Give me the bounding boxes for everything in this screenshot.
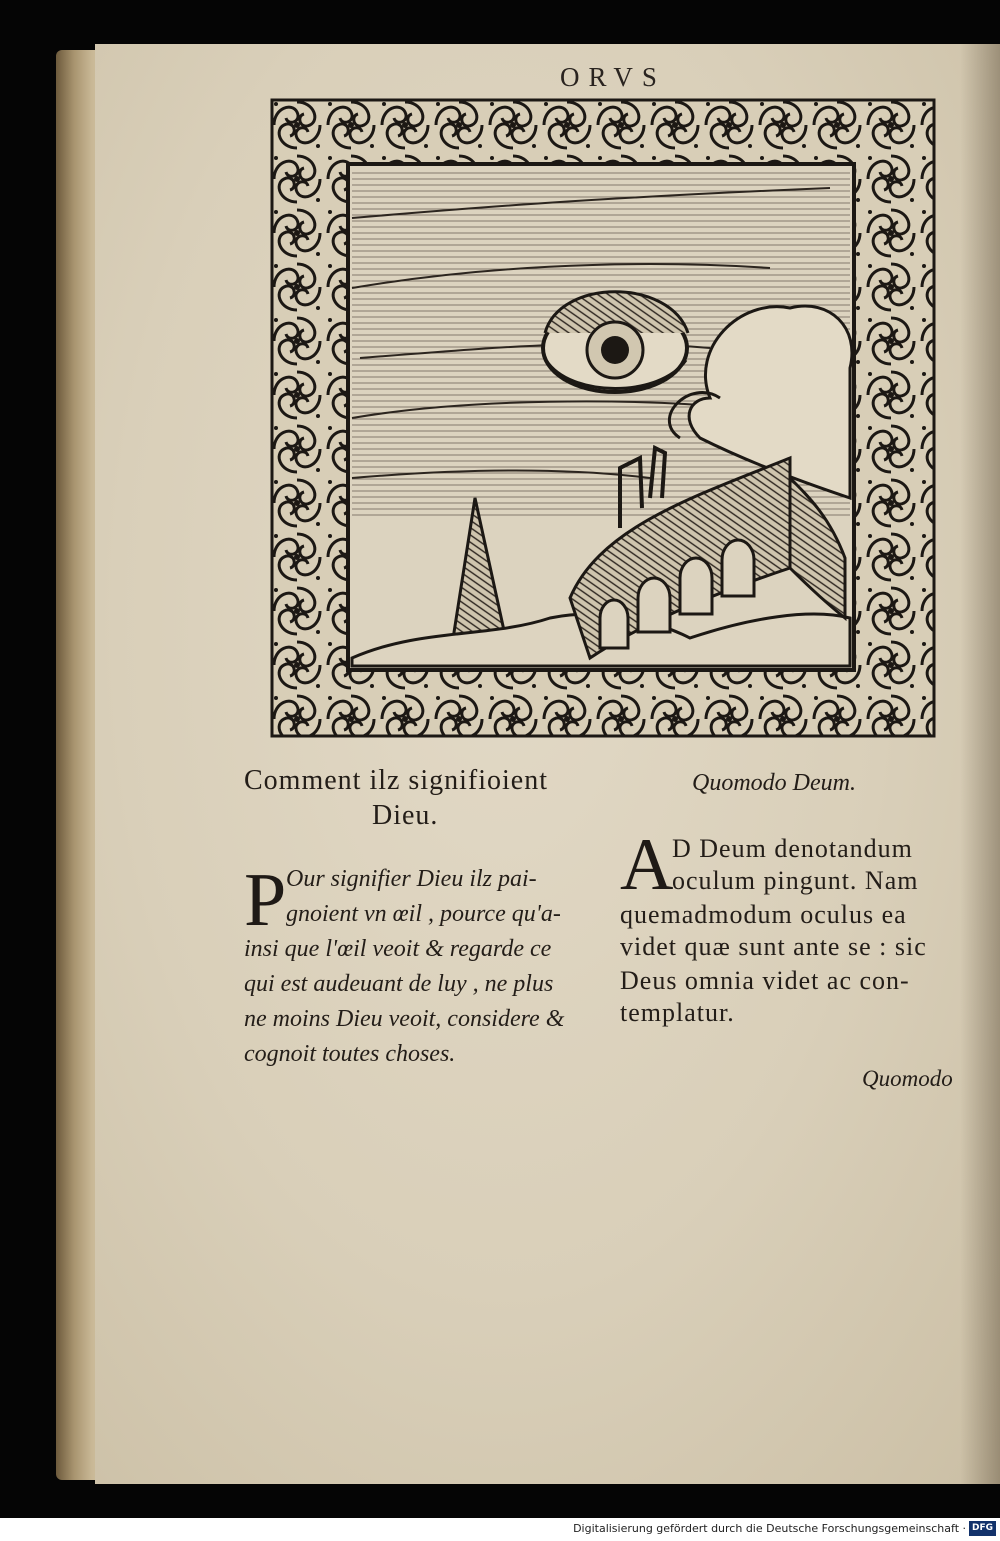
text-line: oculum pingunt. Nam (672, 866, 919, 895)
dfg-logo-icon: DFG (969, 1521, 996, 1536)
text-line: ne moins Dieu veoit, considere & (244, 1006, 565, 1032)
text-line: gnoient vn œil , pource qu'a- (286, 901, 561, 927)
text-line: quemadmodum oculus ea (620, 900, 907, 929)
digitization-footer (0, 1518, 1000, 1541)
latin-drop-initial: A (620, 824, 674, 906)
latin-caption: Quomodo Deum. (692, 770, 856, 796)
text-line: qui est audeuant de luy , ne plus (244, 971, 554, 997)
text-line: Deus omnia videt ac con- (620, 966, 910, 995)
text-line: videt quæ sunt ante se : sic (620, 932, 927, 961)
text-line: insi que l'œil veoit & regarde ce (244, 936, 552, 962)
footer-credit: Digitalisierung gefördert durch die Deutsche Forschungsgemeinschaft · (573, 1522, 966, 1535)
text-line: D Deum denotandum (672, 834, 913, 863)
gutter-shadow (960, 44, 1000, 1484)
woodcut-illustration (270, 98, 936, 738)
running-head: ORVS (560, 62, 666, 92)
text-line: templatur. (620, 998, 735, 1027)
text-line: Our signifier Dieu ilz pai- (286, 866, 537, 892)
catchword: Quomodo (862, 1066, 953, 1091)
text-line: cognoit toutes choses. (244, 1041, 456, 1067)
french-drop-initial: P (244, 858, 287, 942)
french-caption-line-2: Dieu. (372, 800, 439, 831)
french-caption-line-1: Comment ilz signifioient (244, 765, 548, 796)
